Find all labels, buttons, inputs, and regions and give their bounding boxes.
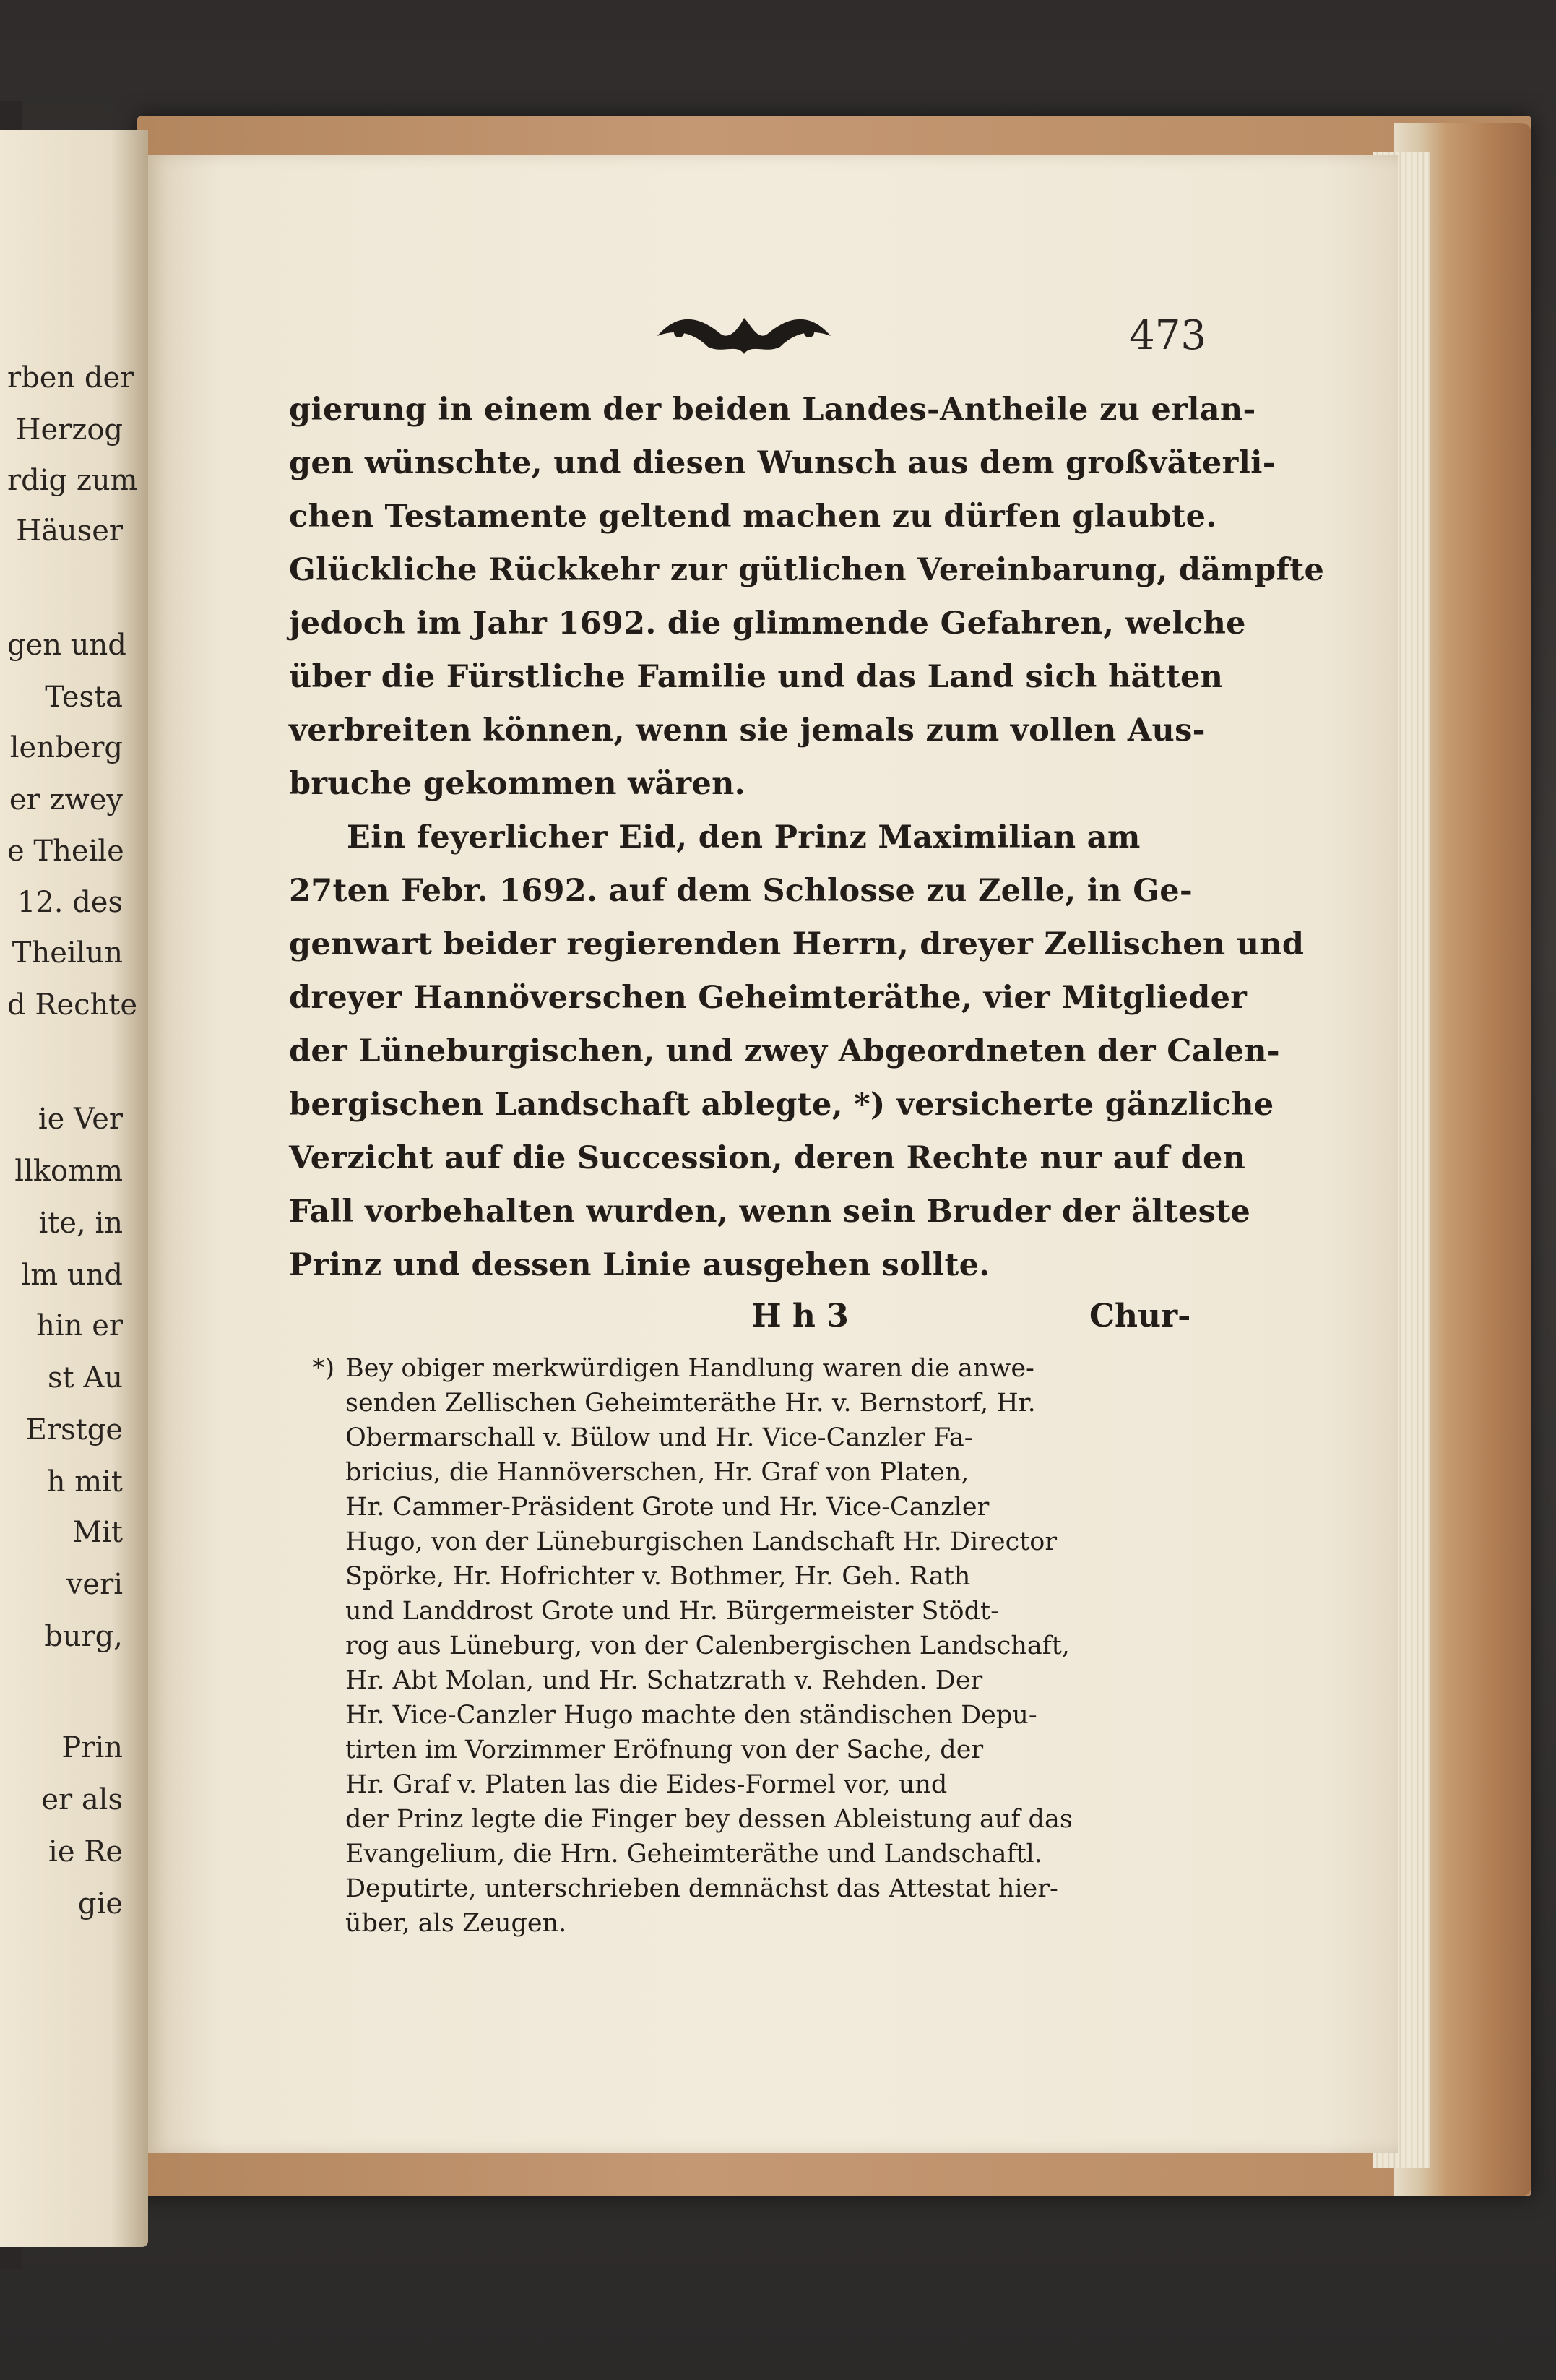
left-page-line: gen und: [7, 629, 126, 662]
left-page-line: ite, in: [38, 1207, 123, 1240]
left-page-line: lm und: [21, 1259, 123, 1292]
footnote-line: Hr. Abt Molan, und Hr. Schatzrath v. Rehden. Der: [345, 1666, 983, 1695]
left-page-line: ie Re: [48, 1835, 123, 1868]
signature-mark: H h 3: [751, 1298, 849, 1335]
body-line: über die Fürstliche Familie und das Land sich hätten: [289, 659, 1224, 695]
footnote-line: Hugo, von der Lüneburgischen Landschaft Hr. Director: [345, 1527, 1058, 1556]
left-page-line: er zwey: [9, 783, 123, 816]
body-line: verbreiten können, wenn sie jemals zum vollen Aus-: [289, 712, 1206, 749]
body-line: chen Testamente geltend machen zu dürfen glaubte.: [289, 499, 1217, 535]
footnote-mark: *): [312, 1354, 335, 1383]
left-page-line: Herzog: [15, 413, 123, 447]
footnote-line: senden Zellischen Geheimteräthe Hr. v. Bernstorf, Hr.: [345, 1389, 1036, 1418]
left-page-line: Häuser: [16, 514, 123, 548]
left-page-line: er als: [41, 1783, 123, 1816]
left-page-line: e Theile: [7, 835, 124, 868]
footnote-line: rog aus Lüneburg, von der Calenbergischen Landschaft,: [345, 1631, 1070, 1660]
body-line: genwart beider regierenden Herrn, dreyer Zellischen und: [289, 926, 1305, 962]
body-line: Verzicht auf die Succession, deren Rechte nur auf den: [289, 1140, 1246, 1176]
footnote-line: Spörke, Hr. Hofrichter v. Bothmer, Hr. Geh. Rath: [345, 1562, 971, 1591]
footnote-line: Hr. Vice-Canzler Hugo machte den ständischen Depu-: [345, 1701, 1037, 1730]
footnote-line: Bey obiger merkwürdigen Handlung waren die anwe-: [345, 1354, 1034, 1383]
left-page-line: 12. des: [17, 886, 123, 919]
body-line: 27ten Febr. 1692. auf dem Schlosse zu Zelle, in Ge-: [289, 873, 1193, 909]
footnote-line: tirten im Vorzimmer Eröfnung von der Sache, der: [345, 1736, 984, 1764]
body-line: der Lüneburgischen, und zwey Abgeordneten der Calen-: [289, 1033, 1280, 1069]
left-page-line: Mit: [72, 1516, 123, 1549]
left-page-line: hin er: [36, 1309, 123, 1342]
footnote-line: und Landdrost Grote und Hr. Bürgermeister Stödt-: [345, 1597, 999, 1626]
left-page-line: ie Ver: [38, 1103, 123, 1136]
footnote-line: Deputirte, unterschrieben demnächst das Attestat hier-: [345, 1874, 1058, 1903]
footnote-line: über, als Zeugen.: [345, 1909, 567, 1938]
body-line: Ein feyerlicher Eid, den Prinz Maximilian am: [347, 819, 1141, 855]
body-line: bergischen Landschaft ablegte, *) versicherte gänzliche: [289, 1087, 1274, 1123]
left-page-line: Theilun: [12, 936, 123, 970]
body-line: gen wünschte, und diesen Wunsch aus dem großväterli-: [289, 445, 1276, 481]
body-line: Fall vorbehalten wurden, wenn sein Bruder der älteste: [289, 1194, 1251, 1230]
footnote-line: bricius, die Hannöverschen, Hr. Graf von Platen,: [345, 1458, 969, 1487]
footnote-line: Hr. Graf v. Platen las die Eides-Formel vor, und: [345, 1770, 948, 1799]
left-page-line: gie: [77, 1887, 123, 1920]
left-page-line: h mit: [46, 1465, 123, 1499]
left-page-line: Prin: [61, 1731, 123, 1764]
footnote-line: Obermarschall v. Bülow und Hr. Vice-Canzler Fa-: [345, 1423, 973, 1452]
left-page-line: Testa: [45, 681, 123, 714]
body-line: dreyer Hannöverschen Geheimteräthe, vier Mitglieder: [289, 980, 1248, 1016]
footnote-line: Evangelium, die Hrn. Geheimteräthe und Landschaftl.: [345, 1840, 1042, 1868]
body-line: bruche gekommen wären.: [289, 766, 745, 802]
left-page-line: veri: [66, 1568, 123, 1601]
left-page: [0, 130, 148, 2247]
body-line: gierung in einem der beiden Landes-Antheile zu erlan-: [289, 392, 1256, 428]
left-page-line: st Au: [48, 1361, 123, 1394]
ornament-icon: [650, 303, 838, 361]
catchword: Chur-: [1089, 1298, 1191, 1335]
body-line: Prinz und dessen Linie ausgehen sollte.: [289, 1247, 990, 1283]
left-page-line: llkomm: [14, 1155, 123, 1188]
body-line: jedoch im Jahr 1692. die glimmende Gefahren, welche: [289, 605, 1246, 642]
body-line: Glückliche Rückkehr zur gütlichen Vereinbarung, dämpfte: [289, 552, 1325, 588]
left-page-line: rdig zum: [7, 464, 138, 497]
left-page-line: Erstge: [25, 1413, 123, 1446]
footnote-line: der Prinz legte die Finger bey dessen Ableistung auf das: [345, 1805, 1073, 1834]
left-page-line: lenberg: [9, 731, 123, 764]
left-page-line: burg,: [44, 1620, 123, 1653]
footnote-line: Hr. Cammer-Präsident Grote und Hr. Vice-Canzler: [345, 1493, 990, 1522]
left-page-line: rben der: [7, 361, 134, 394]
page-number: 473: [1129, 312, 1206, 359]
left-page-line: d Rechte: [7, 988, 138, 1022]
